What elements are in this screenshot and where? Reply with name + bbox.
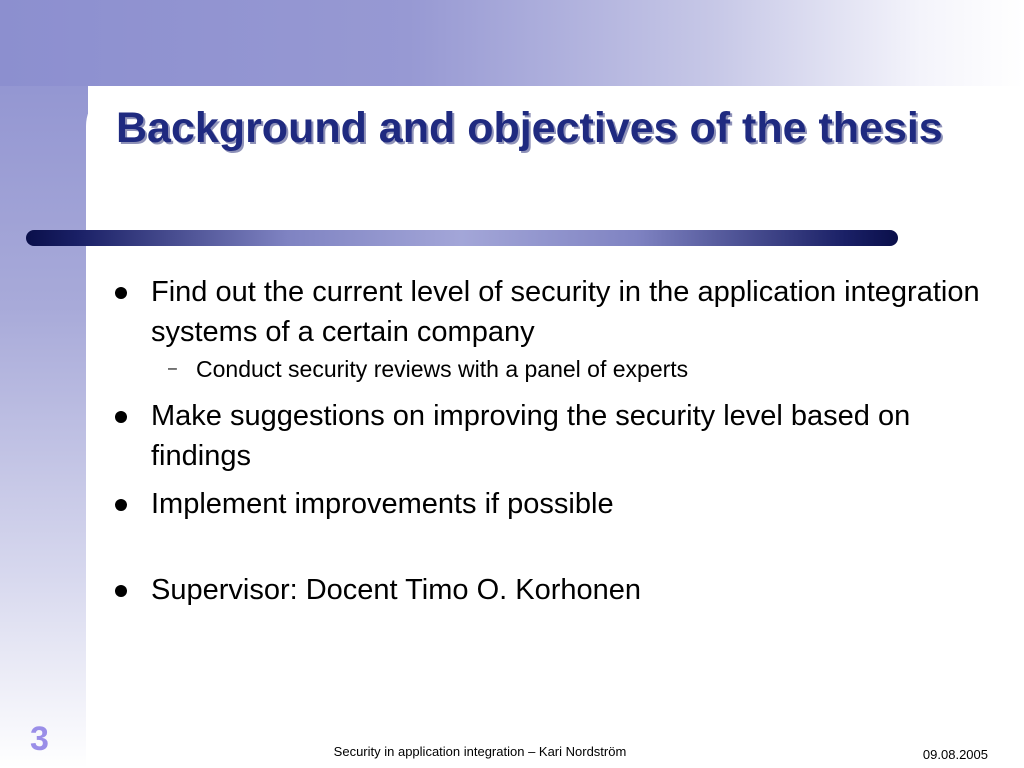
- bullet-text: Find out the current level of security in the application integration systems of a certain company: [151, 276, 980, 348]
- bullet-text: Make suggestions on improving the security level based on findings: [151, 400, 911, 472]
- slide-title: Background and objectives of the thesis: [116, 104, 943, 152]
- dash-icon: –: [168, 360, 177, 377]
- top-gradient-band: [0, 0, 1024, 86]
- left-gradient-band: [0, 0, 88, 768]
- bullet-dot-icon: [115, 585, 127, 597]
- title-divider: [26, 230, 898, 246]
- sub-bullet-item: [108, 354, 988, 384]
- bullet-text: Supervisor: Docent Timo O. Korhonen: [151, 574, 642, 606]
- bullet-item: [108, 484, 988, 524]
- footer-date: 09.08.2005: [922, 747, 988, 762]
- footer-title: Security in application integration – Kari Nordström: [333, 744, 627, 759]
- bullet-item: [108, 396, 988, 476]
- page-number: 3: [30, 720, 49, 758]
- bullet-dot-icon: [115, 287, 127, 299]
- bullet-dot-icon: [115, 411, 127, 423]
- bullet-dot-icon: [115, 499, 127, 511]
- bullet-text: Implement improvements if possible: [151, 488, 614, 520]
- bullet-item: [108, 272, 988, 352]
- sub-bullet-text: Conduct security reviews with a panel of experts: [196, 356, 689, 382]
- bullet-list: [108, 272, 988, 610]
- bullet-item: [108, 570, 988, 610]
